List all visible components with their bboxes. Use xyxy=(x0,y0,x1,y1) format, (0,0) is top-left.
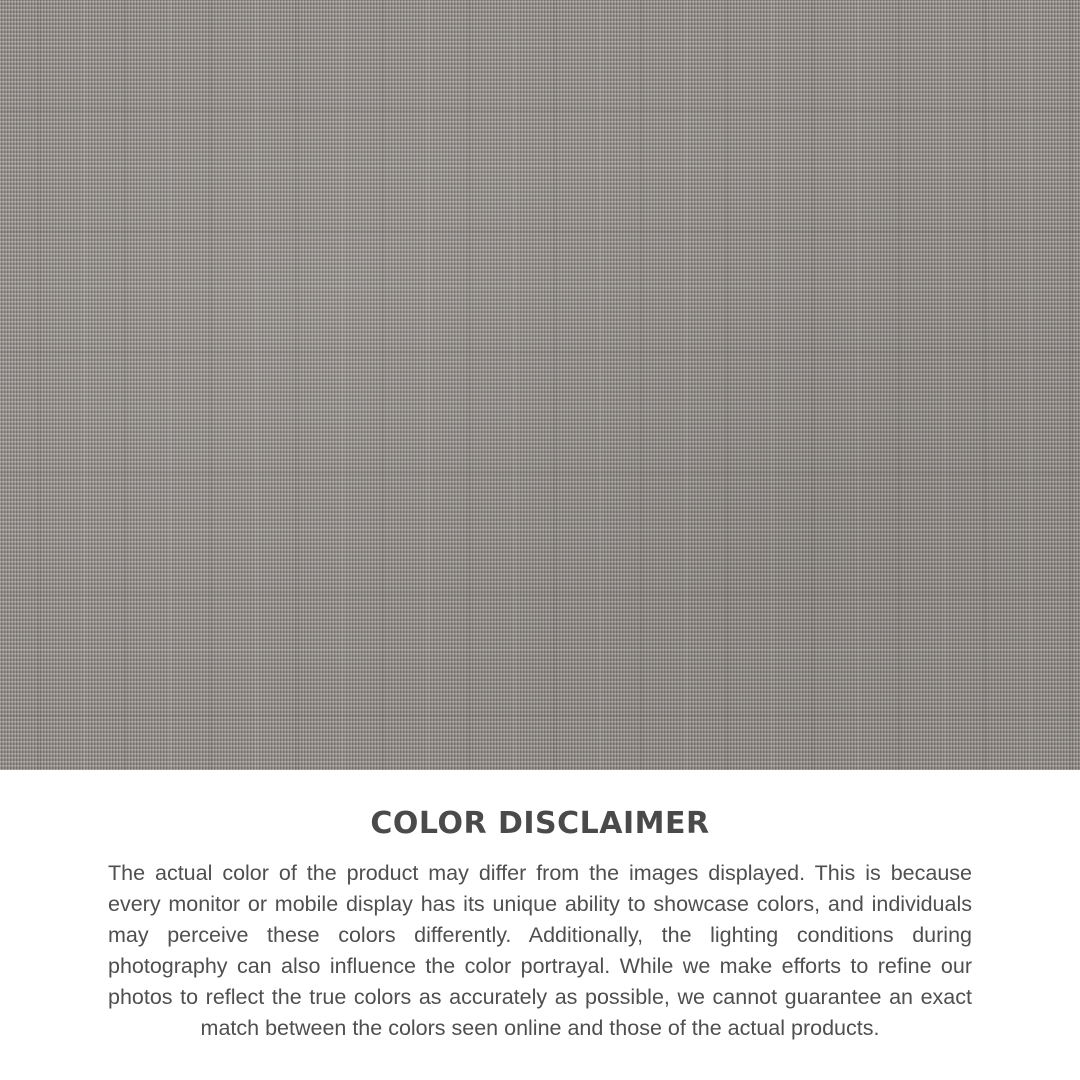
color-disclaimer-panel xyxy=(0,770,1080,1080)
disclaimer-body: The actual color of the product may differ from the images displayed. This is because every monitor or mobile display has its unique ability to showcase colors, and individuals may perceive these colors differently. Additionally, the lighting conditions during photography can also influence the color portrayal. While we make efforts to refine our photos to reflect the true colors as accurately as possible, we cannot guarantee an exact match between the colors seen online and those of the actual products. xyxy=(108,861,972,1040)
disclaimer-title: COLOR DISCLAIMER xyxy=(370,806,710,841)
